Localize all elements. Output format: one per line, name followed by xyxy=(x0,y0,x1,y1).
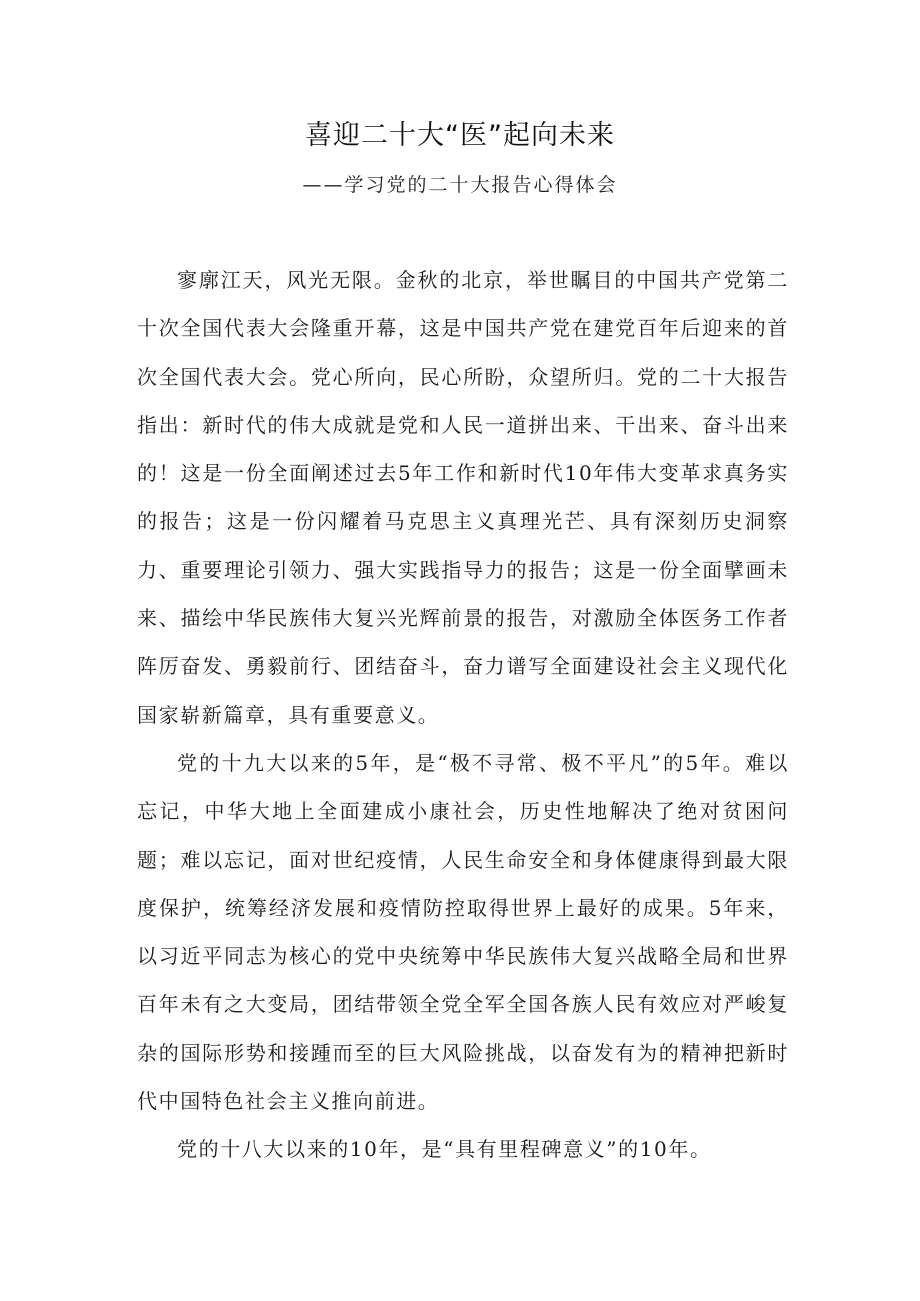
document-subtitle: ——学习党的二十大报告心得体会 xyxy=(302,174,618,196)
paragraph-1: 寥廓江天，风光无限。金秋的北京，举世瞩目的中国共产党第二十次全国代表大会隆重开幕，这是中国共产党在建党百年后迎来的首次全国代表大会。党心所向，民心所盼，众望所归。党的二十大报告指出：新时代的伟大成就是党和人民一道拼出来、干出来、奋斗出来的！这是一份全面阐述过去5年工作和新时代10年伟大变革求真务实的报告；这是一份闪耀着马克思主义真理光芒、具有深刻历史洞察力、重要理论引领力、强大实践指导力的报告；这是一份全面擘画未来、描绘中华民族伟大复兴光辉前景的报告，对激励全体医务工作者阵厉奋发、勇毅前行、团结奋斗，奋力谱写全面建设社会主义现代化国家崭新篇章，具有重要意义。 xyxy=(137,268,789,727)
paragraph-3: 党的十八大以来的10年，是“具有里程碑意义”的10年。 xyxy=(177,1137,712,1162)
document-body xyxy=(137,256,789,1174)
document-title: 喜迎二十大“医”起向未来 xyxy=(305,120,615,151)
paragraph-2: 党的十九大以来的5年，是“极不寻常、极不平凡”的5年。难以忘记，中华大地上全面建成小康社会，历史性地解决了绝对贫困问题；难以忘记，面对世纪疫情，人民生命安全和身体健康得到最大限度保护，统筹经济发展和疫情防控取得世界上最好的成果。5年来，以习近平同志为核心的党中央统筹中华民族伟大复兴战略全局和世界百年未有之大变局，团结带领全党全军全国各族人民有效应对严峻复杂的国际形势和接踵而至的巨大风险挑战，以奋发有为的精神把新时代中国特色社会主义推向前进。 xyxy=(137,750,789,1114)
